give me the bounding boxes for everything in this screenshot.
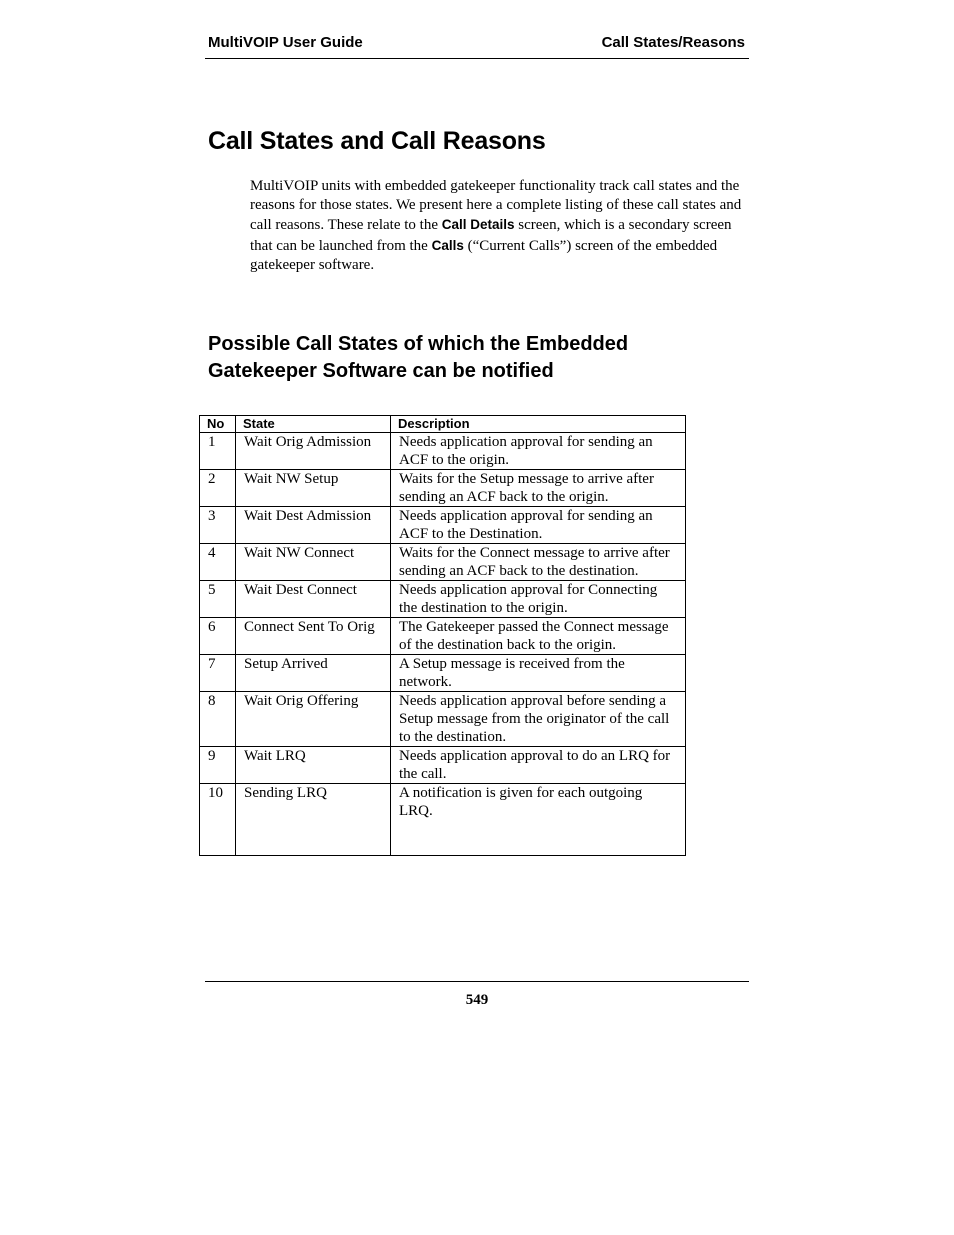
cell-no: 9 bbox=[200, 747, 236, 784]
table-row bbox=[200, 507, 686, 544]
table-row bbox=[200, 692, 686, 747]
cell-state: Wait Dest Connect bbox=[236, 581, 391, 618]
intro-text-1: MultiVOIP units with embedded gatekeeper functionality track call states and the reasons for those states. We present here a complete listing of these call states and call reasons. These relate to the bbox=[250, 178, 742, 234]
intro-text-2: screen, which is a secondary screen that can be launched from the bbox=[250, 217, 732, 254]
footer-divider bbox=[205, 981, 749, 982]
cell-state: Wait Dest Admission bbox=[236, 507, 391, 544]
ui-term-call-details: Call Details bbox=[441, 217, 515, 233]
cell-state: Wait NW Setup bbox=[236, 470, 391, 507]
table-row bbox=[200, 784, 686, 856]
table-row bbox=[200, 618, 686, 655]
cell-no: 3 bbox=[200, 507, 236, 544]
cell-description: Needs application approval for Connecting the destination to the origin. bbox=[391, 581, 686, 618]
page-header bbox=[205, 34, 749, 59]
cell-state: Setup Arrived bbox=[236, 655, 391, 692]
table-row bbox=[200, 655, 686, 692]
cell-description: Waits for the Connect message to arrive after sending an ACF back to the destination. bbox=[391, 544, 686, 581]
cell-description: Waits for the Setup message to arrive after sending an ACF back to the origin. bbox=[391, 470, 686, 507]
cell-state: Wait Orig Admission bbox=[236, 433, 391, 470]
table-row bbox=[200, 747, 686, 784]
cell-no: 10 bbox=[200, 784, 236, 856]
cell-description: A notification is given for each outgoing LRQ. bbox=[391, 784, 686, 856]
cell-no: 2 bbox=[200, 470, 236, 507]
cell-description: A Setup message is received from the network. bbox=[391, 655, 686, 692]
cell-description: Needs application approval for sending an ACF to the origin. bbox=[391, 433, 686, 470]
cell-state: Wait LRQ bbox=[236, 747, 391, 784]
table-row bbox=[200, 470, 686, 507]
column-header-no: No bbox=[200, 416, 236, 433]
cell-description: Needs application approval before sending a Setup message from the originator of the call to the destination. bbox=[391, 692, 686, 747]
ui-term-calls: Calls bbox=[431, 237, 464, 253]
cell-no: 7 bbox=[200, 655, 236, 692]
intro-text-3: (“Current Calls”) screen of the embedded gatekeeper software. bbox=[250, 237, 718, 273]
header-guide-title: MultiVOIP User Guide bbox=[208, 34, 363, 51]
cell-no: 1 bbox=[200, 433, 236, 470]
page-number: 549 bbox=[465, 992, 489, 1008]
table-row bbox=[200, 544, 686, 581]
cell-no: 8 bbox=[200, 692, 236, 747]
cell-state: Connect Sent To Orig bbox=[236, 618, 391, 655]
cell-state: Wait Orig Offering bbox=[236, 692, 391, 747]
column-header-description: Description bbox=[391, 416, 686, 433]
cell-state: Wait NW Connect bbox=[236, 544, 391, 581]
page-title: Call States and Call Reasons bbox=[208, 127, 546, 155]
cell-state: Sending LRQ bbox=[236, 784, 391, 856]
section-title: Possible Call States of which the Embedded Gatekeeper Software can be notified bbox=[208, 333, 629, 382]
header-section-title: Call States/Reasons bbox=[601, 34, 745, 51]
cell-description: The Gatekeeper passed the Connect message of the destination back to the origin. bbox=[391, 618, 686, 655]
table-row bbox=[200, 433, 686, 470]
cell-no: 4 bbox=[200, 544, 236, 581]
cell-description: Needs application approval to do an LRQ for the call. bbox=[391, 747, 686, 784]
call-states-table bbox=[199, 415, 686, 856]
column-header-state: State bbox=[236, 416, 391, 433]
table-header-row bbox=[200, 416, 686, 433]
cell-description: Needs application approval for sending an ACF to the Destination. bbox=[391, 507, 686, 544]
intro-paragraph bbox=[250, 177, 750, 275]
table-row bbox=[200, 581, 686, 618]
cell-no: 6 bbox=[200, 618, 236, 655]
cell-no: 5 bbox=[200, 581, 236, 618]
